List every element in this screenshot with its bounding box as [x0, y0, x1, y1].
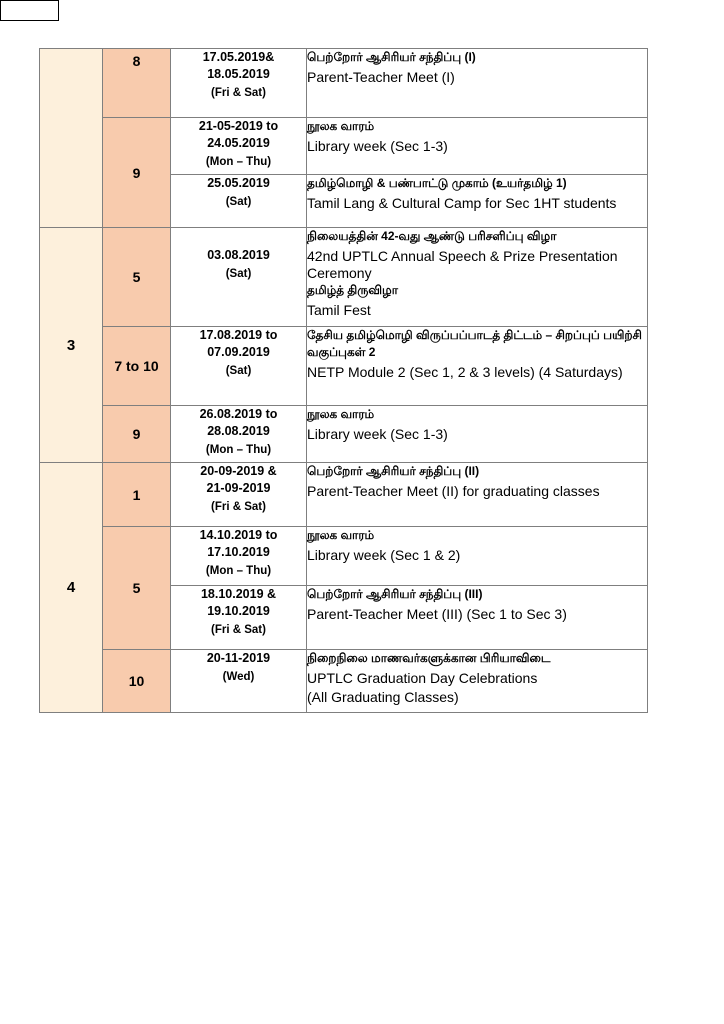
event-english: 42nd UPTLC Annual Speech & Prize Presentation Ceremony [307, 248, 618, 281]
term-cell [40, 49, 103, 228]
event-english: NETP Module 2 (Sec 1, 2 & 3 levels) (4 Saturdays) [307, 364, 623, 380]
event-cell [307, 228, 648, 327]
date-line: 18.05.2019 [207, 67, 270, 81]
date-line: 20-09-2019 & [200, 464, 277, 478]
event-english: Parent-Teacher Meet (I) [307, 69, 455, 85]
week-cell: 1 [103, 463, 171, 527]
event-tamil: பெற்றோர் ஆசிரியர் சந்திப்பு (I) [307, 50, 476, 64]
date-line: 20-11-2019 [206, 651, 271, 665]
event-english: Tamil Lang & Cultural Camp for Sec 1HT students [307, 195, 617, 211]
date-line: 19.10.2019 [207, 604, 270, 618]
date-day: (Sat) [225, 365, 252, 377]
date-cell [171, 463, 307, 527]
event-tamil: பெற்றோர் ஆசிரியர் சந்திப்பு (II) [307, 464, 480, 478]
event-cell [307, 650, 648, 713]
event-english: Parent-Teacher Meet (III) (Sec 1 to Sec 3) [307, 606, 567, 622]
date-day: (Mon – Thu) [205, 156, 272, 168]
date-day: (Fri & Sat) [211, 501, 266, 513]
date-day: (Sat) [225, 196, 252, 208]
event-cell [307, 49, 648, 118]
event-tamil: தேசிய தமிழ்மொழி விருப்பப்பாடத் திட்டம் – சிறப்புப் பயிற்சி வகுப்புகள் 2 [307, 328, 642, 359]
date-line: 25.05.2019 [207, 176, 270, 190]
date-cell [171, 118, 307, 175]
term-number: 3 [40, 228, 103, 463]
table-row [40, 49, 648, 118]
event-cell [307, 175, 648, 228]
table-row [40, 406, 648, 463]
event-english: Library week (Sec 1 & 2) [307, 547, 461, 563]
week-cell: 5 [103, 228, 171, 327]
event-tamil: பெற்றோர் ஆசிரியர் சந்திப்பு (III) [307, 587, 483, 601]
date-cell [171, 527, 307, 586]
date-line: 14.10.2019 to [199, 528, 278, 542]
event-english: Library week (Sec 1-3) [307, 426, 448, 442]
event-tamil: நிறைநிலை மாணவர்களுக்கான பிரியாவிடை [307, 651, 551, 665]
date-cell [171, 586, 307, 650]
table-row [40, 527, 648, 586]
date-line: 17.08.2019 to [199, 328, 278, 342]
schedule-table [39, 48, 648, 713]
date-cell [171, 406, 307, 463]
event-english: Parent-Teacher Meet (II) for graduating classes [307, 483, 600, 499]
date-line: 18.10.2019 & [200, 587, 277, 601]
date-cell [171, 49, 307, 118]
event-tamil: நூலக வாரம் [307, 119, 375, 133]
date-day: (Mon – Thu) [205, 565, 272, 577]
date-cell [171, 228, 307, 327]
date-line: 28.08.2019 [207, 424, 270, 438]
date-day: (Fri & Sat) [211, 624, 266, 636]
date-day: (Fri & Sat) [211, 87, 266, 99]
date-line: 26.08.2019 to [199, 407, 278, 421]
event-english: UPTLC Graduation Day Celebrations [307, 670, 538, 686]
date-cell [171, 175, 307, 228]
table-row [40, 228, 648, 327]
date-line: 24.05.2019 [207, 136, 270, 150]
date-cell [171, 327, 307, 406]
week-cell: 9 [103, 118, 171, 228]
event-english: Tamil Fest [307, 302, 371, 318]
date-line: 07.09.2019 [207, 345, 270, 359]
event-tamil: தமிழ்த் திருவிழா [307, 283, 398, 297]
event-tamil: நூலக வாரம் [307, 407, 375, 421]
event-cell [307, 463, 648, 527]
date-line: 21-05-2019 to [198, 119, 279, 133]
event-english: Library week (Sec 1-3) [307, 138, 448, 154]
event-cell [307, 406, 648, 463]
event-tamil: தமிழ்மொழி & பண்பாட்டு முகாம் (உயர்தமிழ் 1) [307, 176, 567, 190]
date-day: (Wed) [222, 671, 255, 683]
week-cell: 9 [103, 406, 171, 463]
table-row [40, 650, 648, 713]
date-day: (Sat) [225, 268, 252, 280]
event-tamil: நிலையத்தின் 42-வது ஆண்டு பரிசளிப்பு விழா [307, 229, 557, 243]
date-line: 17.05.2019& [202, 50, 275, 64]
event-tamil: நூலக வாரம் [307, 528, 375, 542]
table-row [40, 327, 648, 406]
week-cell: 10 [103, 650, 171, 713]
table-row [40, 463, 648, 527]
event-english: (All Graduating Classes) [307, 689, 459, 705]
date-day: (Mon – Thu) [205, 444, 272, 456]
date-line: 17.10.2019 [207, 545, 270, 559]
date-cell [171, 650, 307, 713]
event-cell [307, 586, 648, 650]
table-row [40, 118, 648, 175]
term-number: 4 [40, 463, 103, 713]
event-cell [307, 527, 648, 586]
date-line: 03.08.2019 [207, 248, 270, 262]
week-cell: 5 [103, 527, 171, 650]
event-cell [307, 118, 648, 175]
event-cell [307, 327, 648, 406]
week-cell: 7 to 10 [103, 327, 171, 406]
date-line: 21-09-2019 [206, 481, 271, 495]
week-cell: 8 [103, 49, 171, 118]
header-box [0, 0, 59, 21]
